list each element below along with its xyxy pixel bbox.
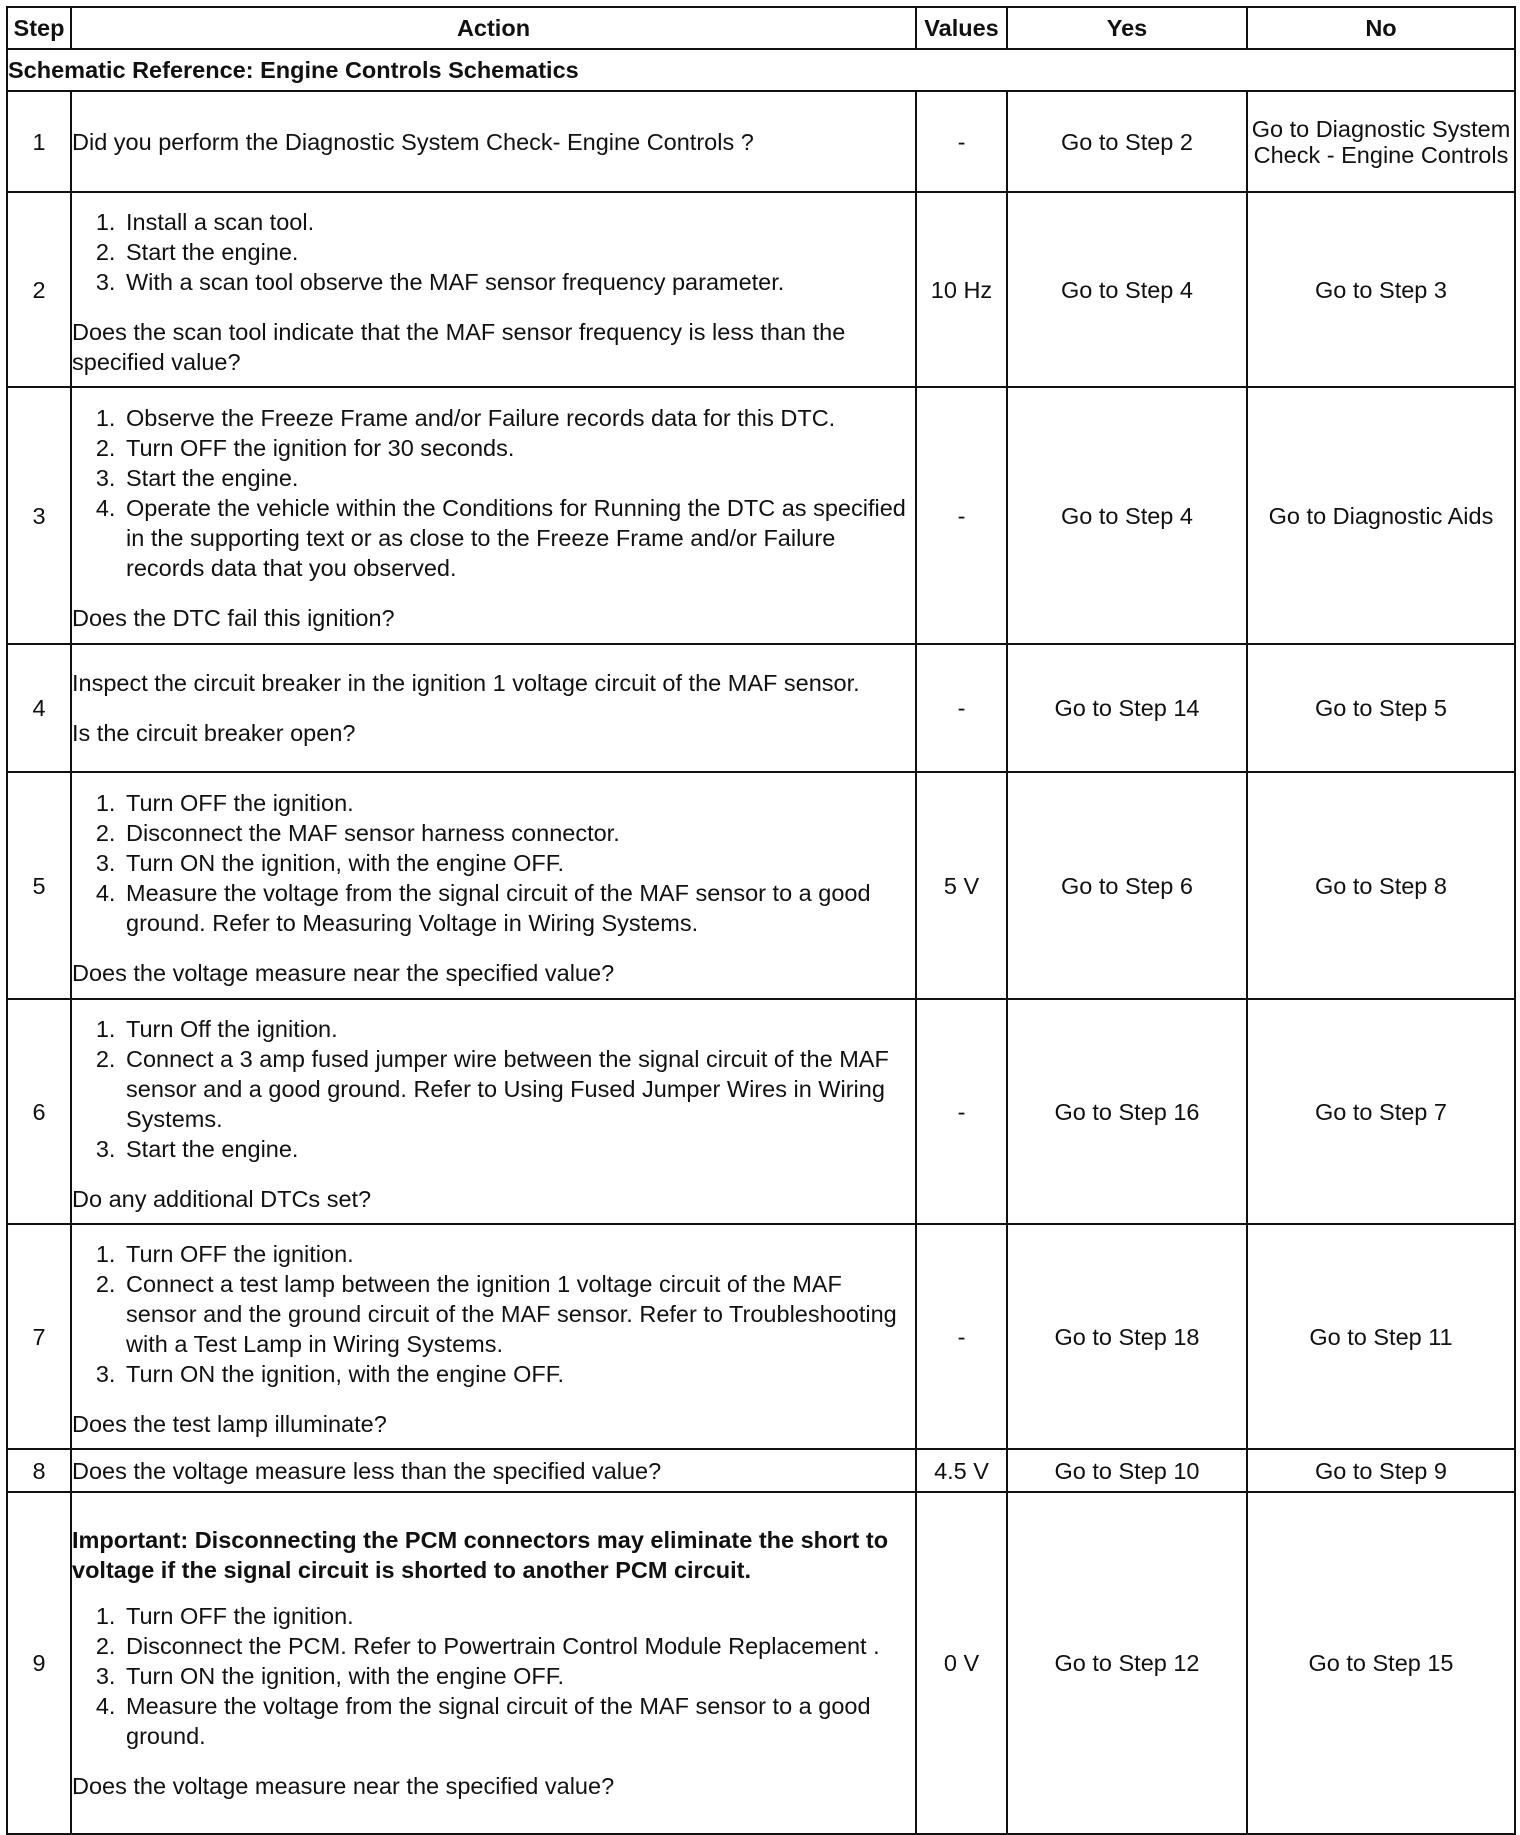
- action-question: Does the DTC fail this ignition?: [72, 604, 395, 631]
- action-step-item: 3. Turn ON the ignition, with the engine OFF.: [122, 1661, 915, 1691]
- action-step-item: 3. Turn ON the ignition, with the engine OFF.: [122, 848, 915, 878]
- action-step-item: 2. Turn OFF the ignition for 30 seconds.: [122, 433, 915, 463]
- action-question: Do any additional DTCs set?: [72, 1185, 372, 1212]
- table-row: [7, 91, 1515, 192]
- action-step-item: 2. Disconnect the MAF sensor harness connector.: [122, 818, 915, 848]
- action-cell: [71, 999, 916, 1224]
- action-step-item: 4. Measure the voltage from the signal circuit of the MAF sensor to a good ground.: [122, 1691, 915, 1751]
- specified-value: 10 Hz: [916, 192, 1007, 387]
- action-steps-list: [72, 1014, 915, 1164]
- header-action: Action: [71, 7, 916, 49]
- step-number: 7: [7, 1224, 71, 1449]
- action-step-item: 1. Turn Off the ignition.: [122, 1014, 915, 1044]
- no-action-link[interactable]: Go to Diagnostic System Check - Engine Controls: [1247, 91, 1515, 192]
- action-cell: [71, 644, 916, 772]
- specified-value: -: [916, 1224, 1007, 1449]
- table-row: [7, 1224, 1515, 1449]
- no-action-link[interactable]: Go to Step 8: [1247, 772, 1515, 999]
- no-action-link[interactable]: Go to Diagnostic Aids: [1247, 387, 1515, 644]
- step-number: 9: [7, 1492, 71, 1834]
- action-cell: [71, 387, 916, 644]
- action-step-item: 1. Observe the Freeze Frame and/or Failure records data for this DTC.: [122, 403, 915, 433]
- action-text: Does the voltage measure less than the specified value?: [72, 1457, 662, 1484]
- table-row: [7, 999, 1515, 1224]
- header-yes: Yes: [1007, 7, 1247, 49]
- table-row: [7, 772, 1515, 999]
- action-steps-list: [72, 403, 915, 583]
- action-step-item: 1. Turn OFF the ignition.: [122, 788, 915, 818]
- table-row: [7, 387, 1515, 644]
- schematic-reference: Schematic Reference: Engine Controls Schematics: [7, 49, 1515, 91]
- action-steps-list: [72, 1601, 915, 1751]
- yes-action-link[interactable]: Go to Step 10: [1007, 1449, 1247, 1492]
- table-body: [7, 49, 1515, 1834]
- action-question: Does the voltage measure near the specified value?: [72, 1773, 615, 1799]
- step-number: 2: [7, 192, 71, 387]
- action-question: Does the voltage measure near the specified value?: [72, 959, 615, 986]
- action-step-item: 2. Start the engine.: [122, 237, 915, 267]
- important-note: Important: Disconnecting the PCM connectors may eliminate the short to voltage if the signal circuit is shorted to another PCM circuit.: [72, 1527, 889, 1583]
- action-step-item: 4. Measure the voltage from the signal circuit of the MAF sensor to a good ground. Refer to Measuring Voltage in Wiring Systems.: [122, 878, 915, 938]
- table-row: [7, 644, 1515, 772]
- no-action-link[interactable]: Go to Step 7: [1247, 999, 1515, 1224]
- header-step: Step: [7, 7, 71, 49]
- table-row: [7, 1492, 1515, 1834]
- specified-value: 5 V: [916, 772, 1007, 999]
- action-step-item: 1. Install a scan tool.: [122, 207, 915, 237]
- schematic-reference-row: [7, 49, 1515, 91]
- action-cell: [71, 1449, 916, 1492]
- yes-action-link[interactable]: Go to Step 6: [1007, 772, 1247, 999]
- yes-action-link[interactable]: Go to Step 14: [1007, 644, 1247, 772]
- action-question: Does the scan tool indicate that the MAF sensor frequency is less than the specified value?: [72, 318, 846, 375]
- action-step-item: 2. Connect a 3 amp fused jumper wire between the signal circuit of the MAF sensor and a good ground. Refer to Using Fused Jumper Wires in Wiring Systems.: [122, 1044, 915, 1134]
- action-cell: [71, 91, 916, 192]
- step-number: 4: [7, 644, 71, 772]
- specified-value: 0 V: [916, 1492, 1007, 1834]
- action-step-item: 1. Turn OFF the ignition.: [122, 1239, 915, 1269]
- yes-action-link[interactable]: Go to Step 18: [1007, 1224, 1247, 1449]
- no-action-link[interactable]: Go to Step 15: [1247, 1492, 1515, 1834]
- table-row: [7, 1449, 1515, 1492]
- action-step-item: 3. Start the engine.: [122, 1134, 915, 1164]
- yes-action-link[interactable]: Go to Step 16: [1007, 999, 1247, 1224]
- action-step-item: 2. Connect a test lamp between the ignition 1 voltage circuit of the MAF sensor and the ground circuit of the MAF sensor. Refer to Troubleshooting with a Test Lamp in Wiring Systems.: [122, 1269, 915, 1359]
- specified-value: 4.5 V: [916, 1449, 1007, 1492]
- diagnostic-table: [6, 6, 1516, 1835]
- no-action-link[interactable]: Go to Step 11: [1247, 1224, 1515, 1449]
- yes-action-link[interactable]: Go to Step 12: [1007, 1492, 1247, 1834]
- action-steps-list: [72, 788, 915, 938]
- specified-value: -: [916, 999, 1007, 1224]
- header-row: [7, 7, 1515, 49]
- no-action-link[interactable]: Go to Step 5: [1247, 644, 1515, 772]
- step-number: 6: [7, 999, 71, 1224]
- action-cell: [71, 1492, 916, 1834]
- action-step-item: 1. Turn OFF the ignition.: [122, 1601, 915, 1631]
- step-number: 1: [7, 91, 71, 192]
- action-step-item: 3. Start the engine.: [122, 463, 915, 493]
- header-values: Values: [916, 7, 1007, 49]
- action-cell: [71, 192, 916, 387]
- yes-action-link[interactable]: Go to Step 4: [1007, 192, 1247, 387]
- step-number: 8: [7, 1449, 71, 1492]
- action-step-item: 3. With a scan tool observe the MAF sensor frequency parameter.: [122, 267, 915, 297]
- specified-value: -: [916, 91, 1007, 192]
- action-step-item: 4. Operate the vehicle within the Conditions for Running the DTC as specified in the supporting text or as close to the Freeze Frame and/or Failure records data that you observed.: [122, 493, 915, 583]
- action-text: Did you perform the Diagnostic System Check- Engine Controls ?: [72, 128, 754, 155]
- action-question: Is the circuit breaker open?: [72, 720, 356, 746]
- action-cell: [71, 1224, 916, 1449]
- header-no: No: [1247, 7, 1515, 49]
- table-row: [7, 192, 1515, 387]
- specified-value: -: [916, 387, 1007, 644]
- yes-action-link[interactable]: Go to Step 2: [1007, 91, 1247, 192]
- action-cell: [71, 772, 916, 999]
- action-step-item: 3. Turn ON the ignition, with the engine OFF.: [122, 1359, 915, 1389]
- specified-value: -: [916, 644, 1007, 772]
- action-steps-list: [72, 207, 915, 297]
- no-action-link[interactable]: Go to Step 3: [1247, 192, 1515, 387]
- no-action-link[interactable]: Go to Step 9: [1247, 1449, 1515, 1492]
- action-step-item: 2. Disconnect the PCM. Refer to Powertrain Control Module Replacement .: [122, 1631, 915, 1661]
- step-number: 5: [7, 772, 71, 999]
- action-text: Inspect the circuit breaker in the ignition 1 voltage circuit of the MAF sensor.: [72, 670, 860, 696]
- action-question: Does the test lamp illuminate?: [72, 1410, 387, 1437]
- yes-action-link[interactable]: Go to Step 4: [1007, 387, 1247, 644]
- action-steps-list: [72, 1239, 915, 1389]
- step-number: 3: [7, 387, 71, 644]
